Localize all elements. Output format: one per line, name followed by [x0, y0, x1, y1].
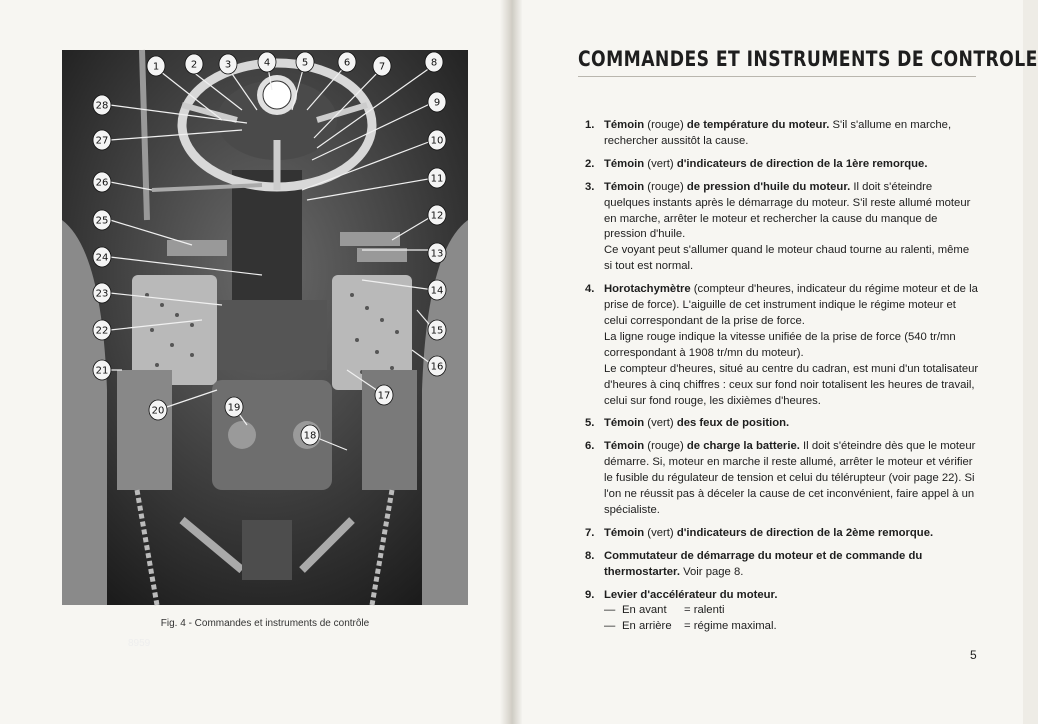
page-number: 5	[970, 648, 977, 662]
list-item	[585, 588, 980, 636]
item-bold: de température du moteur.	[686, 119, 830, 131]
list-item	[585, 439, 980, 519]
figure-caption: Fig. 4 - Commandes et instruments de contrôle	[160, 618, 370, 629]
item-number: 7.	[585, 526, 595, 539]
item-number: 8.	[585, 549, 595, 562]
list-item	[585, 157, 980, 173]
callout-number: 20	[151, 405, 165, 417]
item-number: 9.	[585, 588, 595, 601]
sub-row	[604, 603, 980, 619]
callout-number: 14	[430, 285, 444, 297]
item-bold: Témoin	[604, 157, 645, 170]
item-number: 3.	[585, 180, 595, 193]
item-text: (compteur d'heures, indicateur du régime moteur et de la prise de force). L'aiguille de cet instrument indique le régime moteur et celui correspondant de la prise de force.	[604, 283, 978, 327]
callout-number: 9	[433, 97, 441, 109]
item-number: 6.	[585, 440, 595, 453]
dash: —	[604, 604, 616, 617]
item-bold: d'indicateurs de direction de la 1ère remorque.	[676, 157, 928, 170]
row-value: = régime maximal.	[684, 620, 777, 633]
item-bold: de charge la batterie.	[686, 440, 800, 453]
page-title: COMMANDES ET INSTRUMENTS DE CONTROLE	[578, 47, 1038, 71]
list-item	[585, 118, 980, 150]
item-text: Il doit s'éteindre dès que le moteur démarre. Si, moteur en marche il reste allumé, arrêter le moteur et vérifier le fusible du régulateur de tension et celui du télérupteur (voir page 22). Si l'on ne réussit pas à déceler la cause de cet inconvénient, faire appel à un spécialiste.	[604, 440, 976, 516]
item-bold: d'indicateurs de direction de la 2ème remorque.	[676, 526, 934, 539]
item-text: (vert)	[644, 417, 677, 430]
book-gutter	[500, 0, 522, 724]
row-value: = ralenti	[684, 604, 725, 617]
callout-number: 8	[430, 57, 438, 69]
item-text: Voir page 8.	[679, 565, 744, 578]
item-text: (rouge)	[644, 440, 687, 453]
callout-number: 23	[95, 288, 109, 300]
callout-number: 19	[227, 402, 241, 414]
item-number: 2.	[585, 157, 595, 170]
callout-number: 26	[95, 177, 109, 189]
list-item	[585, 416, 980, 432]
item-bold: Levier d'accélérateur du moteur.	[604, 588, 778, 601]
callout-number: 16	[430, 361, 444, 373]
row-label: En avant	[622, 604, 667, 617]
list-item	[585, 549, 980, 581]
item-bold: des feux de position.	[676, 417, 790, 430]
item-note: Ce voyant peut s'allumer quand le moteur chaud tourne au ralenti, même si tout est normal.	[604, 244, 970, 273]
callout-number: 1	[152, 61, 160, 73]
item-text: (rouge)	[644, 180, 687, 193]
callout-number: 3	[224, 59, 232, 71]
callout-number: 15	[430, 325, 444, 337]
row-label: En arrière	[622, 620, 672, 633]
callout-number: 7	[378, 61, 386, 73]
callout-number: 28	[95, 100, 109, 112]
callout-number: 27	[95, 135, 109, 147]
title-rule	[578, 76, 976, 77]
callout-number: 24	[95, 252, 109, 264]
dash: —	[604, 620, 616, 633]
item-bold: Témoin	[604, 526, 645, 539]
item-number: 4.	[585, 283, 595, 296]
callout-number: 21	[95, 365, 109, 377]
callout-number: 12	[430, 210, 444, 222]
callout-number: 6	[343, 57, 351, 69]
item-bold: Commutateur de démarrage du moteur et de commande du thermostarter.	[604, 549, 923, 578]
item-bold: Horotachymètre	[604, 283, 691, 296]
callout-number: 10	[430, 135, 444, 147]
callout-number: 5	[301, 57, 309, 69]
instrument-list	[585, 118, 980, 642]
callout-number: 11	[430, 173, 444, 185]
item-bold: de pression d'huile du moteur.	[686, 180, 851, 193]
item-text: Il doit s'éteindre quelques instants après le démarrage du moteur. S'il reste allumé moteur en marche, arrêter le moteur et rechercher la cause du manque de pression d'huile.	[604, 180, 971, 241]
callout-number: 22	[95, 325, 109, 337]
callout-number: 25	[95, 215, 109, 227]
figure-ref: 8959	[128, 638, 151, 649]
callout-number: 13	[430, 248, 444, 260]
item-note: La ligne rouge indique la vitesse unifiée de la prise de force (540 tr/mn correspondant à 1908 tr/mn du moteur).	[604, 330, 956, 359]
list-item	[585, 526, 980, 542]
item-number: 5.	[585, 417, 595, 430]
item-bold: Témoin	[604, 440, 645, 453]
item-text: (rouge)	[644, 119, 687, 131]
item-text: S'il s'allume en marche, rechercher aussitôt la cause.	[604, 119, 952, 147]
item-text: (vert)	[644, 526, 677, 539]
item-bold: Témoin	[604, 119, 645, 131]
sub-row	[604, 619, 980, 635]
list-item	[585, 180, 980, 275]
callout-number: 17	[377, 390, 391, 402]
callout-number: 18	[303, 430, 317, 442]
callout-number: 2	[190, 59, 198, 71]
callout-number: 4	[263, 57, 271, 69]
item-note: Le compteur d'heures, situé au centre du cadran, est muni d'un totalisateur d'heures à cinq chiffres : ceux sur fond noir totalisent les heures de travail, celui sur fond rouge, les dixièmes d'heures.	[604, 362, 979, 407]
list-item	[585, 282, 980, 409]
item-bold: Témoin	[604, 417, 645, 430]
item-bold: Témoin	[604, 180, 645, 193]
item-number: 1.	[585, 119, 595, 131]
item-text: (vert)	[644, 157, 677, 170]
